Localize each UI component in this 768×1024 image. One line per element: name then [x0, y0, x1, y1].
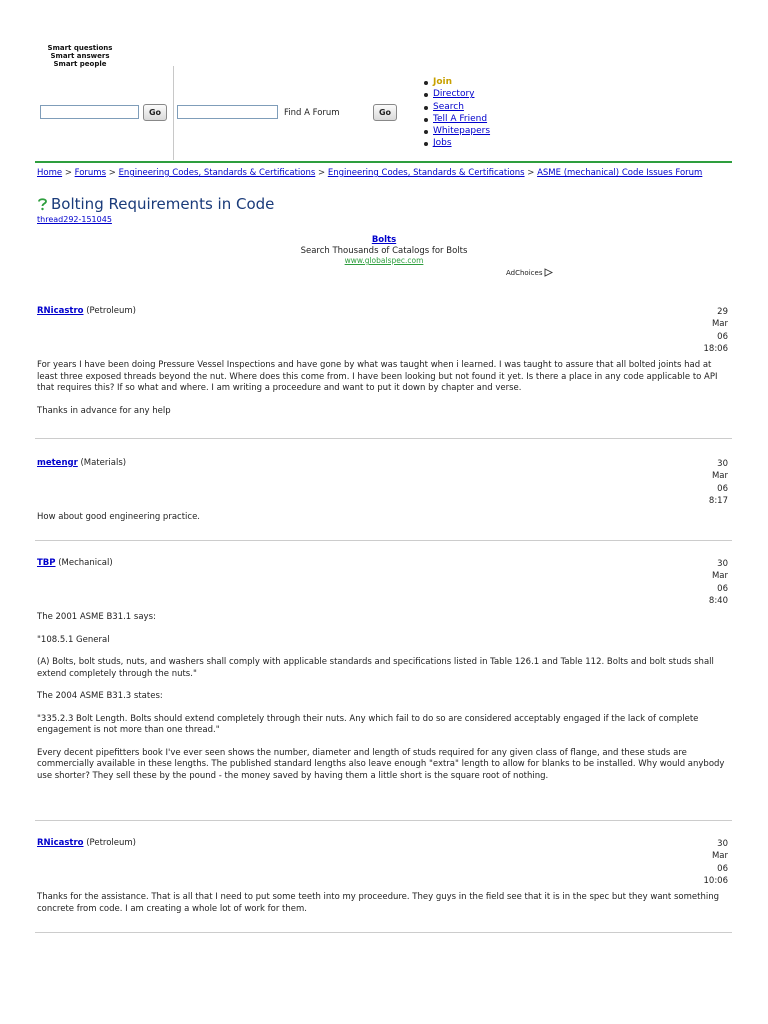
post-date-day: 30	[717, 839, 728, 849]
post-date-year: 06	[717, 331, 728, 342]
breadcrumb-separator: >	[64, 168, 72, 178]
site-tagline	[40, 44, 120, 68]
breadcrumb-separator: >	[108, 168, 116, 178]
post-paragraph: Every decent pipefitters book I've ever seen shows the number, diameter and length of studs required for any given class of flange, and these studs are commercially available in these lengths. The published standard lengths also leave enough "extra" length to allow for blanks to be installed. Why would anybody use shorter? They sell these by the pound - the money saved by having them a little short is the square root of nothing.	[37, 747, 725, 781]
tagline-line: Smart questions	[47, 44, 113, 52]
tagline-line: Smart answers	[50, 52, 110, 60]
post-author-link[interactable]: TBP	[37, 558, 56, 568]
nav-item-tell-a-friend	[424, 113, 490, 125]
post-separator	[35, 438, 732, 439]
post-paragraph: The 2001 ASME B31.1 says:	[37, 612, 156, 622]
post-paragraph: (A) Bolts, bolt studs, nuts, and washers shall comply with applicable standards and specifications listed in Table 126.1 and Table 112. Bolts and bolt studs shall extend completely through the nuts."	[37, 657, 714, 679]
post-paragraph: Thanks in advance for any help	[37, 405, 171, 416]
breadcrumb-forum[interactable]: ASME (mechanical) Code Issues Forum	[537, 168, 703, 178]
post-date-time: 10:06	[703, 875, 728, 886]
post-date-day: 30	[717, 459, 728, 469]
adchoices[interactable]	[506, 268, 553, 277]
find-forum-go-button[interactable]: Go	[373, 104, 397, 121]
post-separator	[35, 540, 732, 541]
post-date-month: Mar	[711, 851, 728, 862]
post-separator	[35, 932, 732, 933]
ad-url	[0, 256, 768, 265]
breadcrumb-subcategory[interactable]: Engineering Codes, Standards & Certifications	[327, 168, 525, 178]
header-divider	[173, 66, 174, 160]
post-paragraph: The 2004 ASME B31.3 states:	[37, 691, 163, 701]
nav-item-whitepapers	[424, 125, 490, 137]
post-date-month: Mar	[711, 571, 728, 582]
post-date	[709, 458, 728, 507]
post-date-year: 06	[717, 863, 728, 874]
post-body	[37, 892, 727, 926]
post-date	[709, 558, 728, 607]
breadcrumb-forums[interactable]: Forums	[74, 168, 107, 178]
nav-link-jobs[interactable]: Jobs	[433, 138, 452, 149]
adchoices-icon	[544, 268, 553, 277]
question-mark-icon	[37, 197, 48, 211]
post-date-month: Mar	[711, 319, 728, 330]
post-author	[37, 306, 136, 316]
site-search-go-button[interactable]: Go	[143, 104, 167, 121]
ad-block-title	[0, 235, 768, 245]
post-date	[704, 306, 729, 355]
breadcrumb-separator: >	[318, 168, 326, 178]
post-author	[37, 838, 136, 848]
post-author	[37, 558, 113, 568]
breadcrumb	[37, 167, 727, 179]
nav-link-directory[interactable]: Directory	[433, 89, 475, 100]
post-body	[37, 512, 727, 535]
post-date-time: 18:06	[703, 343, 728, 354]
nav-link-join[interactable]: Join	[433, 77, 453, 87]
post-date	[704, 838, 729, 887]
site-search-input[interactable]	[40, 105, 139, 119]
post-author-link[interactable]: RNicastro	[37, 306, 84, 316]
post-date-day: 29	[717, 307, 728, 317]
breadcrumb-separator: >	[527, 168, 535, 178]
post-date-time: 8:40	[708, 595, 728, 606]
breadcrumb-category[interactable]: Engineering Codes, Standards & Certifications	[118, 168, 316, 178]
post-author-link[interactable]: RNicastro	[37, 838, 84, 848]
adchoices-label: AdChoices	[506, 268, 543, 277]
post-author-role: (Petroleum)	[86, 306, 137, 316]
breadcrumb-home[interactable]: Home	[37, 168, 63, 178]
post-date-day: 30	[717, 559, 728, 569]
thread-id-link[interactable]: thread292-151045	[37, 215, 112, 224]
ad-text: Search Thousands of Catalogs for Bolts	[300, 246, 468, 256]
tagline-line: Smart people	[53, 60, 107, 68]
nav-link-search[interactable]: Search	[433, 101, 464, 112]
nav-item-jobs	[424, 137, 490, 149]
ad-title-link[interactable]: Bolts	[371, 235, 397, 245]
post-body	[37, 612, 727, 793]
post-paragraph: "335.2.3 Bolt Length. Bolts should extend completely through their nuts. Any which fail to do so are considered acceptably engaged if the lack of complete engagement is not more than one thread."	[37, 713, 699, 735]
post-author-role: (Mechanical)	[58, 558, 113, 568]
post-paragraph: For years I have been doing Pressure Vessel Inspections and have gone by what was taught when i learned. I was taught to assure that all bolted joints had at least three exposed threads beyond the nut. Where does this come from. I have been looking but not found it yet. Is there a place in any code applicable to API that requires this? If so what and where. I am writing a proceedure and want to put it down by chapter and verse.	[37, 360, 718, 393]
header-nav	[424, 76, 490, 150]
nav-item-join	[424, 76, 490, 88]
post-date-year: 06	[717, 583, 728, 594]
nav-link-whitepapers[interactable]: Whitepapers	[433, 126, 491, 137]
nav-link-tell-a-friend[interactable]: Tell A Friend	[433, 113, 488, 124]
post-date-time: 8:17	[708, 495, 728, 506]
title-row	[37, 195, 274, 213]
post-author-role: (Petroleum)	[86, 838, 137, 848]
nav-item-directory	[424, 88, 490, 100]
find-forum-input[interactable]	[177, 105, 278, 119]
post-body	[37, 360, 727, 428]
post-author-link[interactable]: metengr	[37, 458, 78, 468]
nav-item-search	[424, 101, 490, 113]
ad-url-link[interactable]: www.globalspec.com	[344, 256, 424, 265]
post-paragraph: How about good engineering practice.	[37, 512, 200, 522]
post-paragraph: Thanks for the assistance. That is all that I need to put some teeth into my proceedure. They guys in the field see that it is in the spec but they want something concrete from code. I am creating a whole lot of work for them.	[37, 892, 719, 914]
header-rule	[35, 161, 732, 163]
post-author	[37, 458, 126, 468]
post-separator	[35, 820, 732, 821]
page-title: Bolting Requirements in Code	[51, 195, 275, 213]
find-forum-label: Find A Forum	[284, 108, 340, 118]
post-date-month: Mar	[711, 471, 728, 482]
post-paragraph: "108.5.1 General	[37, 634, 110, 645]
post-date-year: 06	[717, 483, 728, 494]
post-author-role: (Materials)	[80, 458, 127, 468]
